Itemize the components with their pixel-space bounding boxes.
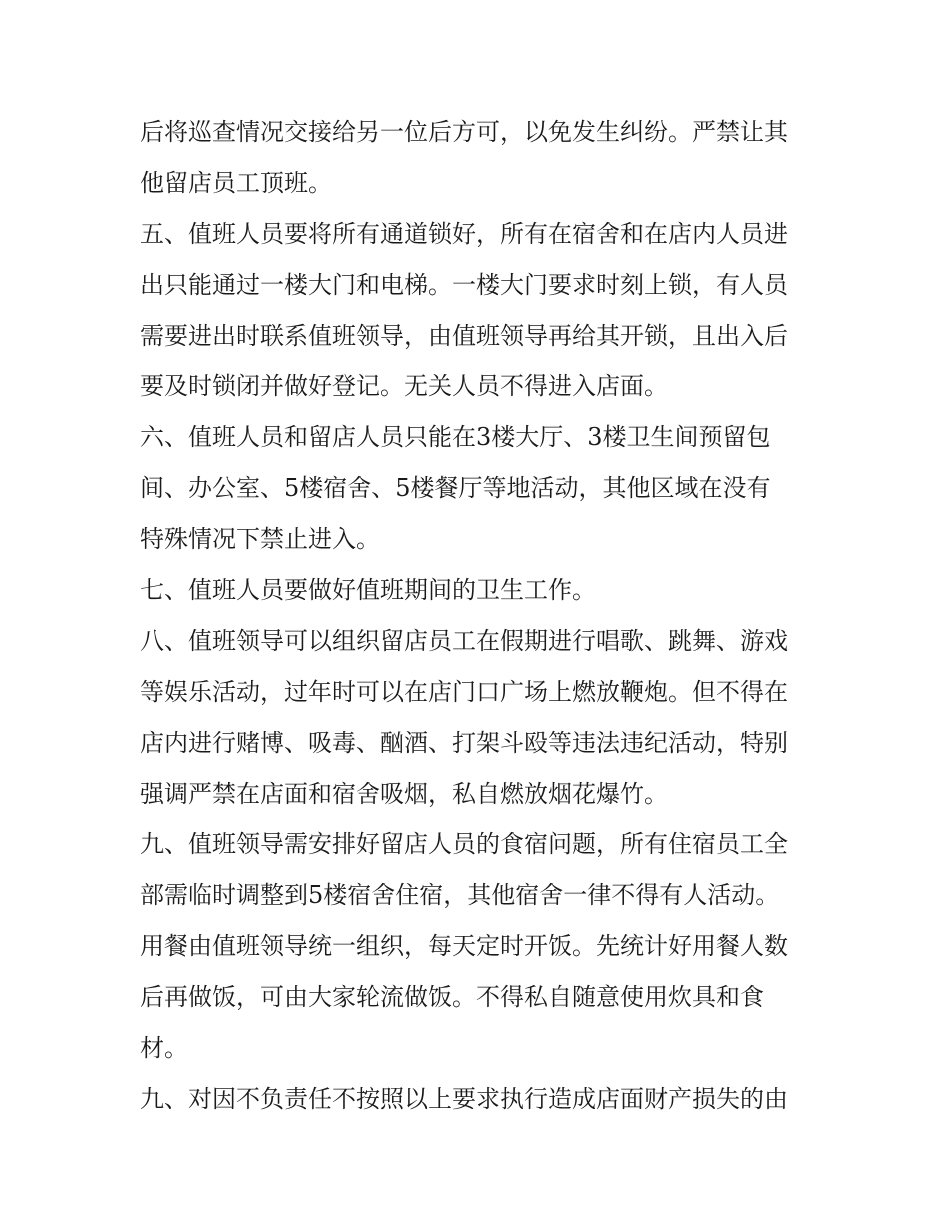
text-line: 后再做饭，可由大家轮流做饭。不得私自随意使用炊具和食 — [140, 983, 764, 1012]
body-text — [140, 107, 820, 1125]
text-line: 他留店员工顶班。 — [140, 168, 332, 197]
text-line: 强调严禁在店面和宿舍吸烟，私自燃放烟花爆竹。 — [140, 779, 668, 808]
text-line: 六、值班人员和留店人员只能在3楼大厅、3楼卫生间预留包 — [140, 423, 771, 452]
text-line: 出只能通过一楼大门和电梯。一楼大门要求时刻上锁，有人员 — [140, 270, 788, 299]
text-line: 用餐由值班领导统一组织，每天定时开饭。先统计好用餐人数 — [140, 932, 788, 961]
text-line: 要及时锁闭并做好登记。无关人员不得进入店面。 — [140, 372, 668, 401]
text-line: 八、值班领导可以组织留店员工在假期进行唱歌、跳舞、游戏 — [140, 626, 788, 655]
text-line: 九、对因不负责任不按照以上要求执行造成店面财产损失的由 — [140, 1084, 788, 1113]
text-line: 间、办公室、5楼宿舍、5楼餐厅等地活动，其他区域在没有 — [140, 474, 771, 503]
text-line: 需要进出时联系值班领导，由值班领导再给其开锁，且出入后 — [140, 321, 788, 350]
text-line: 特殊情况下禁止进入。 — [140, 525, 380, 554]
text-line: 九、值班领导需安排好留店人员的食宿问题，所有住宿员工全 — [140, 830, 788, 859]
text-line: 部需临时调整到5楼宿舍住宿，其他宿舍一律不得有人活动。 — [140, 881, 780, 910]
text-line: 等娱乐活动，过年时可以在店门口广场上燃放鞭炮。但不得在 — [140, 677, 788, 706]
text-line: 材。 — [140, 1034, 188, 1063]
text-line: 五、值班人员要将所有通道锁好，所有在宿舍和在店内人员进 — [140, 219, 788, 248]
text-line: 后将巡查情况交接给另一位后方可，以免发生纠纷。严禁让其 — [140, 118, 788, 146]
text-line: 店内进行赌博、吸毒、酗酒、打架斗殴等违法违纪活动，特别 — [140, 728, 788, 757]
text-line: 七、值班人员要做好值班期间的卫生工作。 — [140, 576, 596, 605]
